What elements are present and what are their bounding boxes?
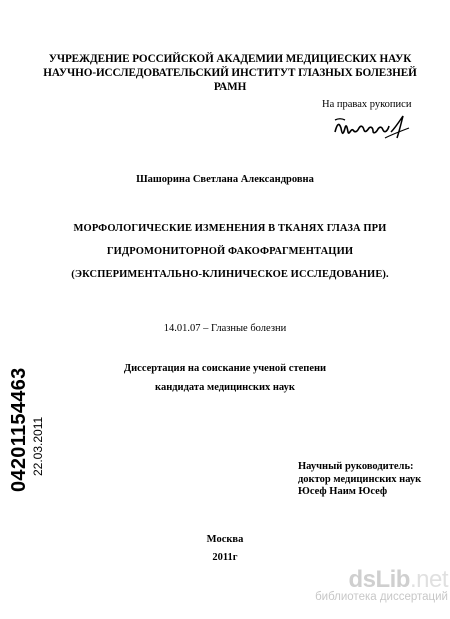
supervisor-name: Юсеф Наим Юсеф xyxy=(298,486,388,497)
title-line-2: ГИДРОМОНИТОРНОЙ ФАКОФРАГМЕНТАЦИИ xyxy=(106,246,354,257)
institution-line-3: РАМН xyxy=(213,81,247,93)
watermark-brand-main: dsLib xyxy=(348,566,410,593)
rights-note: На правах рукописи xyxy=(322,99,412,110)
institution-line-2: НАУЧНО-ИССЛЕДОВАТЕЛЬСКИЙ ИНСТИТУТ ГЛАЗНЫХ БОЛЕЗНЕЙ xyxy=(43,67,417,79)
title-line-1: МОРФОЛОГИЧЕСКИЕ ИЗМЕНЕНИЯ В ТКАНЯХ ГЛАЗА ПРИ xyxy=(73,223,387,234)
dissertation-title xyxy=(30,217,430,286)
supervisor-block xyxy=(298,461,421,499)
dslib-watermark xyxy=(278,566,448,603)
stamp-number: 04201154463 xyxy=(8,367,30,492)
degree-line-1: Диссертация на соискание ученой степени xyxy=(123,363,327,374)
place-and-year xyxy=(0,531,450,567)
watermark-brand-tld: .net xyxy=(409,566,448,593)
watermark-subtitle: библиотека диссертаций xyxy=(315,591,448,603)
library-stamp-code xyxy=(8,367,31,492)
institution-line-1: УЧРЕЖДЕНИЕ РОССИЙСКОЙ АКАДЕМИИ МЕДИЦИЕСКИХ НАУК xyxy=(48,53,412,65)
author-name: Шашорина Светлана Александровна xyxy=(136,174,314,185)
institution-header xyxy=(40,52,420,94)
watermark-brand xyxy=(278,566,448,594)
supervisor-degree: доктор медицинских наук xyxy=(298,473,422,485)
library-stamp-date: 22.03.2011 xyxy=(31,416,45,476)
degree-line-2: кандидата медицинских наук xyxy=(155,382,295,393)
handwritten-signature xyxy=(333,114,411,142)
city: Москва xyxy=(206,534,244,545)
supervisor-heading: Научный руководитель: xyxy=(298,461,414,472)
specialty-code: 14.01.07 – Глазные болезни xyxy=(163,323,287,334)
year: 2011г xyxy=(212,552,238,563)
degree-statement xyxy=(0,359,450,397)
title-line-3: (ЭКСПЕРИМЕНТАЛЬНО-КЛИНИЧЕСКОЕ ИССЛЕДОВАНИЕ). xyxy=(71,269,389,280)
